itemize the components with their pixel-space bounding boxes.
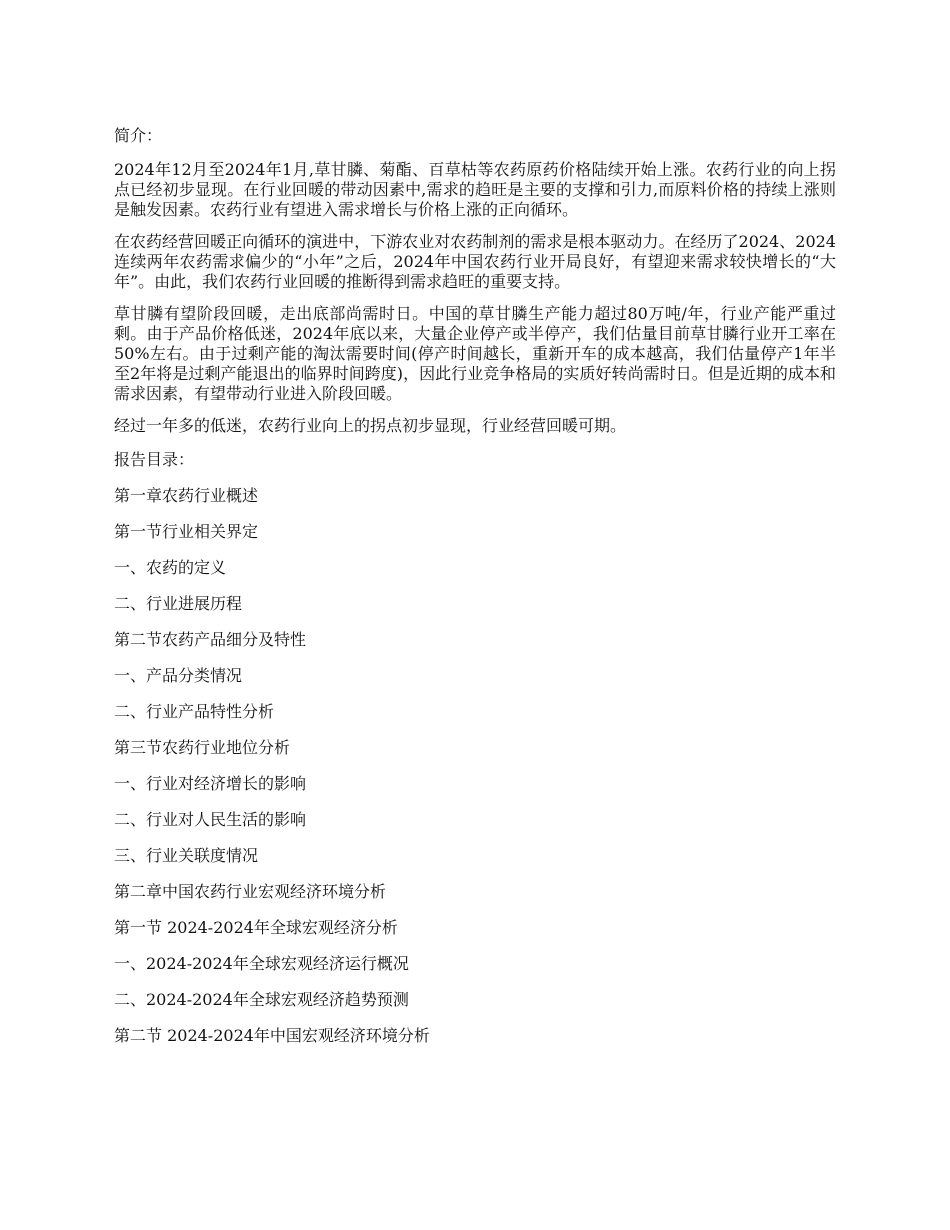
toc-heading: 报告目录： <box>114 450 195 469</box>
toc-item: 第二节农药产品细分及特性 <box>114 630 307 649</box>
intro-paragraph-1: 2024年12月至2024年1月,草甘膦、菊酯、百草枯等农药原药价格陆续开始上涨。农药行业的向上拐点已经初步显现。在行业回暖的带动因素中,需求的趋旺是主要的支撑和引力,而原料价格的持续上涨则是触发因素。农药行业有望进入需求增长与价格上涨的正向循环。 <box>114 160 836 219</box>
toc-item: 一、产品分类情况 <box>114 666 243 685</box>
toc-item: 第一节行业相关界定 <box>114 522 259 541</box>
intro-paragraph-3: 草甘膦有望阶段回暖，走出底部尚需时日。中国的草甘膦生产能力超过80万吨/年，行业产能严重过剩。由于产品价格低迷，2024年底以来，大量企业停产或半停产，我们估量目前草甘膦行业开工率在50%左右。由于过剩产能的淘汰需要时间(停产时间越长，重新开车的成本越高，我们估量停产1年半至2年将是过剩产能退出的临界时间跨度)，因此行业竞争格局的实质好转尚需时日。但是近期的成本和需求因素，有望带动行业进入阶段回暖。 <box>114 304 836 403</box>
toc-item: 三、行业关联度情况 <box>114 846 259 865</box>
toc-item: 二、2024-2024年全球宏观经济趋势预测 <box>114 990 409 1009</box>
toc-item: 一、农药的定义 <box>114 558 227 577</box>
toc-item: 二、行业进展历程 <box>114 594 243 613</box>
intro-heading: 简介： <box>114 126 163 145</box>
toc-item: 第二章中国农药行业宏观经济环境分析 <box>114 882 387 901</box>
intro-paragraph-4: 经过一年多的低迷，农药行业向上的拐点初步显现，行业经营回暖可期。 <box>114 416 627 435</box>
table-of-contents <box>114 484 836 1048</box>
document-page <box>114 124 836 1060</box>
intro-paragraph-2: 在农药经营回暖正向循环的演进中，下游农业对农药制剂的需求是根本驱动力。在经历了2024、2024连续两年农药需求偏少的“小年”之后，2024年中国农药行业开局良好，有望迎来需求较快增长的“大年”。由此，我们农药行业回暖的推断得到需求趋旺的重要支持。 <box>114 232 836 291</box>
toc-item: 二、行业对人民生活的影响 <box>114 810 307 829</box>
toc-item: 第三节农药行业地位分析 <box>114 738 291 757</box>
toc-item: 第一章农药行业概述 <box>114 486 259 505</box>
toc-item: 第一节 2024-2024年全球宏观经济分析 <box>114 918 398 937</box>
toc-item: 第二节 2024-2024年中国宏观经济环境分析 <box>114 1026 430 1045</box>
toc-item: 二、行业产品特性分析 <box>114 702 275 721</box>
toc-item: 一、2024-2024年全球宏观经济运行概况 <box>114 954 409 973</box>
toc-item: 一、行业对经济增长的影响 <box>114 774 307 793</box>
